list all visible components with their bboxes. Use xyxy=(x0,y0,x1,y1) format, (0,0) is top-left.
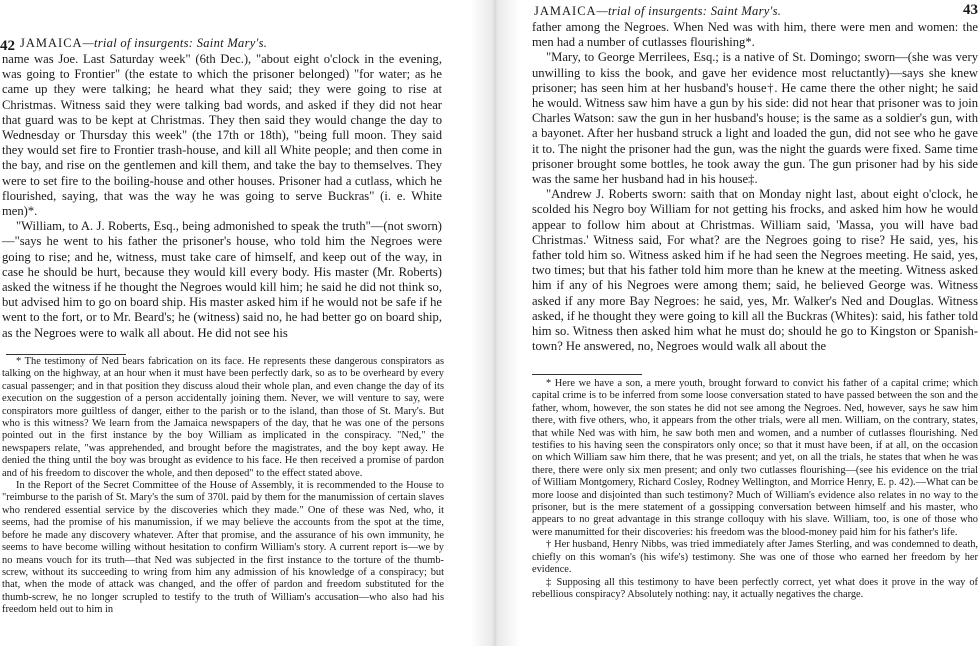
body-text-right xyxy=(532,20,978,354)
footnote-rule xyxy=(6,354,126,355)
right-page xyxy=(520,0,980,646)
running-head-title: —trial of insurgents: Saint Mary's. xyxy=(596,4,782,18)
body-paragraph: "Mary, to George Merrilees, Esq.; is a native of St. Domingo; sworn—(she was very unwilling to kiss the book, and gave her evidence most reluctantly)—says she knew prisoner; has seen him at her husband's house†. He came there the other night; he said he would. Witness saw him have a gun by his side: did not hear that prisoner was to join Charles Watson: saw the gun in her husband's house; is the same as a soldier's gun, with a bayonet. After her husband struck a light and loaded the gun, did not see who he gave it to. The night the prisoner had the gun, was the night the guards were fixed. Same time prisoner brought some bottles, he took away the gun. The gun prisoner had by his side was the same her husband had in his house‡. xyxy=(532,50,978,187)
book-gutter xyxy=(470,0,520,646)
footnote: † Her husband, Henry Nibbs, was tried immediately after James Sterling, and was condemned to death, chiefly on this woman's (his wife's) testimony. She was one of those who earned her freedom by her evidence. xyxy=(532,539,978,576)
running-head-title: —trial of insurgents: Saint Mary's. xyxy=(82,36,268,50)
body-text-left xyxy=(2,52,442,341)
running-head-country: JAMAICA xyxy=(20,36,83,50)
body-paragraph: name was Joe. Last Saturday week" (6th Dec.), "about eight o'clock in the evening, was going to Frontier" (the estate to which the prisoner belonged) "for water; as he came up they were talking; he heard what they said; they were going to rise at Christmas. Witness said they were talking bad words, and asked if they did not hear that guard was to be kept at Christmas. They then said they would change the day to Wednesday or Thursday this week" (the 17th or 18th), "being full moon. They said they would set fire to Frontier trash-house, and kill all White people; and then come in the bay, and rise on the gentlemen and kill them, and take the bay to themselves. They were to set fire to the boiling-house and other houses. Prisoner had a cutlass, which he flourished, saying, that was the way he was going to serve Buckras" (i. e. White men)*. xyxy=(2,52,442,219)
page-number-right: 43 xyxy=(963,2,978,18)
body-paragraph: "William, to A. J. Roberts, Esq., being admonished to speak the truth"—(not sworn)—"says he went to his father the prisoner's house, who told him the Negroes were going to rise; and he, witness, must take care of himself, and keep out of the way, in case he should be hurt, because they would kill every body. His master (Mr. Roberts) asked the witness if he thought the Negroes would kill him; he said he did not think so, but advised him to go on board ship. His master asked him if he would not be safe if he went to the fort, or to Mr. Beard's; he (witness) said no, he had better go on board ship, as the Negroes were to walk all about. He did not see his xyxy=(2,219,443,340)
running-head-right xyxy=(534,4,974,19)
footnote: * Here we have a son, a mere youth, brought forward to convict his father of a capital crime; which capital crime is to be inferred from some loose conversation stated to have passed between the son and the father, whom, however, the son states he did not see among the Negroes. Ned, however, says he saw him there, with five others, who, it appears from the other trials, were all men. William, on the contrary, states, that while Ned was with him, he saw both men and women, and a number of cutlasses flourishing. Ned testifies to his having seen the conspirators only once; so that it must have been, if at all, on the occasion on which William saw him there, that he was present; and yet, on all the trials, he states that when he was there, there were only six men present; and only two cutlasses flourishing—(see his evidence on the trial of William Montgomery, Richard Cosley, Rodney Wellington, and Morrice Henry, E. p. 42).—What can be more loose and disjointed than such testimony? Much of William's evidence also relates in no way to the prisoner, but is the mere statement of a gossipping conversation between himself and his master, who appears to no great advantage in this strange colloquy with his slave. William, too, is one of those who were manumitted for their discoveries: his freedom was the blood-money paid him for his father's life. xyxy=(532,378,978,538)
running-head-left xyxy=(20,36,267,51)
running-head-country: JAMAICA xyxy=(534,4,597,18)
footnote: * The testimony of Ned bears fabrication on its face. He represents these dangerous conspirators as talking on the highway, at an hour when it must have been perfectly dark, so as to be overheard by every casual passenger; and in that position they discuss aloud their whole plan, and even change the day of its execution on the suggestion of a person accidentally joining them. Never, we will venture to say, were conspirators more guiltless of danger, either to the parish or to the island, than those of St. Mary's. But who is this witness? We learn from the Jamaica newspapers of the day, that he was one of the persons pointed out in the first instance by the boy William as implicated in the conspiracy. "Ned," the newspapers relate, "was apprehended, and brought before the magistrates, and the boy kept away. He denied the thing until the boy was brought as evidence to his face. He then received a promise of pardon and of his freedom to discover the whole, and then deposed" to the effect stated above. xyxy=(2,356,444,479)
footnotes-right xyxy=(532,378,978,601)
left-page xyxy=(0,0,470,646)
body-paragraph: "Andrew J. Roberts sworn: saith that on Monday night last, about eight o'clock, he scolded his Negro boy William for not getting his frocks, and asked him how he would appear to follow him about at Christmas. William said, 'Massa, you will have bad Christmas.' Witness said, For what? are the Negroes going to rise? He said, yes, his father told him so. Witness asked him if he had seen the Negroes meeting. He said, yes, two times; but that his father told him more than he knew at the meeting. Witness asked him if any of his Negroes were among them; said, he believed George was. Witness asked if any more Bay Negroes: he said, yes, Mr. Walker's Ned and Douglas. Witness asked, if he thought they were going to kill all the Buckras (Whites): said, his father told him so. Witness then asked him what he must do; should he go to Kingston or Spanish-town? He answered, no, Negroes would walk all about the xyxy=(532,187,978,354)
footnote: ‡ Supposing all this testimony to have been perfectly correct, yet what does it prove in the way of rebellious conspiracy? Absolutely nothing: nay, it actually negatives the charge. xyxy=(532,576,978,600)
footnote-rule xyxy=(532,374,642,375)
page-number-left: 42 xyxy=(0,38,15,54)
body-paragraph: father among the Negroes. When Ned was with him, there were men and women: the men had a number of cutlasses flourishing*. xyxy=(532,20,978,50)
footnotes-left xyxy=(2,356,444,617)
footnote: In the Report of the Secret Committee of the House of Assembly, it is recommended to the House to "reimburse to the parish of St. Mary's the sum of 370l. paid by them for the manumission of certain slaves who rendered essential service by the discoveries which they made." One of these was Ned, who, it seems, had the promise of his manumission, if we may believe the accounts from the spot at the time, before he made any discovery whatever. After that promise, and the assurance of his own immunity, he seems to have become willing without hesitation to confirm William's story. A current report is—we by no means vouch for its truth—that Ned was subjected in the first instance to the torture of the thumb-screw, without its succeeding to wring from him any admission of his knowledge of a conspiracy; but that, when the mode of attack was changed, and the offer of pardon and freedom substituted for the thumb-screw, he no longer scrupled to testify to the truth of William's accusation—who also had his freedom held out to him in xyxy=(2,480,444,616)
